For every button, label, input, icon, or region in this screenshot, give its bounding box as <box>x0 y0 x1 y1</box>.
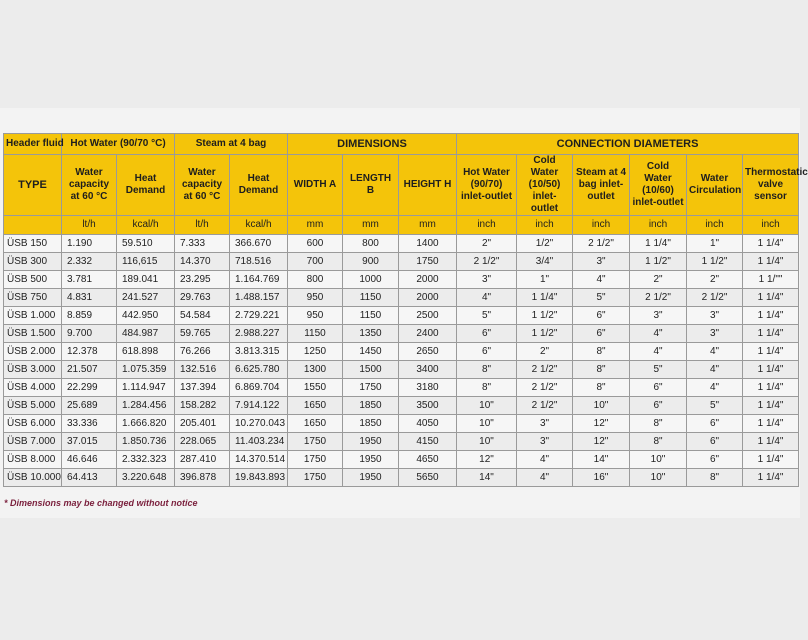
width-cell: 1750 <box>288 433 343 451</box>
conn-cold-water-2-cell: 6" <box>630 397 687 415</box>
conn-cold-water-cell: 1 1/2" <box>517 307 573 325</box>
steam-demand-cell: 6.625.780 <box>230 361 288 379</box>
width-cell: 1650 <box>288 397 343 415</box>
width-cell: 1250 <box>288 343 343 361</box>
hw-demand-cell: 116,615 <box>117 253 175 271</box>
steam-capacity-cell: 59.765 <box>175 325 230 343</box>
unit-cell: inch <box>687 216 743 235</box>
steam-demand-cell: 366.670 <box>230 235 288 253</box>
hw-demand-cell: 618.898 <box>117 343 175 361</box>
conn-circulation-cell: 2 1/2" <box>687 289 743 307</box>
hw-demand-cell: 1.075.359 <box>117 361 175 379</box>
conn-thermostat-cell: 1 1/4" <box>743 433 799 451</box>
hw-capacity-cell: 64.413 <box>62 469 117 487</box>
conn-hot-water-cell: 5" <box>457 307 517 325</box>
hw-capacity-cell: 3.781 <box>62 271 117 289</box>
conn-cold-water-2-cell: 8" <box>630 415 687 433</box>
conn-cold-water-cell: 4" <box>517 469 573 487</box>
conn-hot-water-cell: 10" <box>457 415 517 433</box>
steam-demand-cell: 10.270.043 <box>230 415 288 433</box>
conn-thermostat-cell: 1 1/4" <box>743 361 799 379</box>
unit-blank <box>4 216 62 235</box>
steam-demand-cell: 2.988.227 <box>230 325 288 343</box>
hw-capacity-cell: 46.646 <box>62 451 117 469</box>
connection-group-header: CONNECTION DIAMETERS <box>457 134 799 155</box>
conn-hot-water-cell: 6" <box>457 343 517 361</box>
conn-circulation-cell: 2" <box>687 271 743 289</box>
conn-steam-cell: 12" <box>573 415 630 433</box>
unit-cell: inch <box>457 216 517 235</box>
conn-thermostat-header: Thermostatic valve sensor <box>743 155 799 216</box>
conn-cold-water-cell: 1 1/4" <box>517 289 573 307</box>
hw-capacity-cell: 12.378 <box>62 343 117 361</box>
conn-cold-water-2-cell: 2" <box>630 271 687 289</box>
conn-thermostat-cell: 1 1/4" <box>743 415 799 433</box>
conn-circulation-cell: 8" <box>687 469 743 487</box>
conn-circulation-cell: 5" <box>687 397 743 415</box>
conn-hot-water-cell: 3" <box>457 271 517 289</box>
height-cell: 3180 <box>399 379 457 397</box>
table-row <box>4 271 799 289</box>
height-cell: 4050 <box>399 415 457 433</box>
type-cell: ÜSB 7.000 <box>4 433 62 451</box>
conn-steam-cell: 5" <box>573 289 630 307</box>
conn-hot-water-cell: 10" <box>457 433 517 451</box>
conn-circulation-cell: 3" <box>687 307 743 325</box>
conn-thermostat-cell: 1 1/4" <box>743 397 799 415</box>
steam-demand-cell: 718.516 <box>230 253 288 271</box>
conn-steam-cell: 8" <box>573 343 630 361</box>
height-cell: 5650 <box>399 469 457 487</box>
length-cell: 1150 <box>343 289 399 307</box>
height-cell: 2000 <box>399 271 457 289</box>
conn-circulation-cell: 4" <box>687 379 743 397</box>
hw-demand-cell: 1.666.820 <box>117 415 175 433</box>
table-row <box>4 451 799 469</box>
hw-demand-cell: 3.220.648 <box>117 469 175 487</box>
height-cell: 2400 <box>399 325 457 343</box>
table-body <box>4 235 799 487</box>
conn-steam-cell: 10" <box>573 397 630 415</box>
conn-cold-water-2-cell: 5" <box>630 361 687 379</box>
unit-cell: inch <box>630 216 687 235</box>
type-cell: ÜSB 6.000 <box>4 415 62 433</box>
dimensions-note: * Dimensions may be changed without notice <box>4 498 198 508</box>
hw-capacity-cell: 9.700 <box>62 325 117 343</box>
conn-thermostat-cell: 1 1/4" <box>743 307 799 325</box>
table-row <box>4 415 799 433</box>
unit-cell: lt/h <box>62 216 117 235</box>
conn-cold-water-cell: 2 1/2" <box>517 397 573 415</box>
steam-capacity-cell: 158.282 <box>175 397 230 415</box>
conn-cold-water-cell: 1/2" <box>517 235 573 253</box>
length-cell: 800 <box>343 235 399 253</box>
steam-demand-cell: 1.164.769 <box>230 271 288 289</box>
length-cell: 1750 <box>343 379 399 397</box>
hw-demand-cell: 189.041 <box>117 271 175 289</box>
conn-circulation-cell: 4" <box>687 343 743 361</box>
conn-steam-cell: 16" <box>573 469 630 487</box>
conn-hot-water-cell: 8" <box>457 379 517 397</box>
unit-cell: mm <box>343 216 399 235</box>
header-fluid-label: Header fluid <box>4 134 62 155</box>
hw-demand-cell: 1.850.736 <box>117 433 175 451</box>
steam-demand-cell: 14.370.514 <box>230 451 288 469</box>
type-cell: ÜSB 10.000 <box>4 469 62 487</box>
hw-demand-cell: 241.527 <box>117 289 175 307</box>
hw-demand-cell: 59.510 <box>117 235 175 253</box>
steam-capacity-cell: 7.333 <box>175 235 230 253</box>
steam-capacity-cell: 228.065 <box>175 433 230 451</box>
height-cell: 2500 <box>399 307 457 325</box>
conn-circulation-header: Water Circulation <box>687 155 743 216</box>
height-cell: 4150 <box>399 433 457 451</box>
width-header: WIDTH A <box>288 155 343 216</box>
type-cell: ÜSB 5.000 <box>4 397 62 415</box>
conn-cold-water-header: Cold Water (10/50) inlet-outlet <box>517 155 573 216</box>
type-cell: ÜSB 1.500 <box>4 325 62 343</box>
hw-demand-cell: 2.332.323 <box>117 451 175 469</box>
width-cell: 700 <box>288 253 343 271</box>
steam-group-header: Steam at 4 bag <box>175 134 288 155</box>
conn-steam-cell: 4" <box>573 271 630 289</box>
steam-demand-cell: 6.869.704 <box>230 379 288 397</box>
length-cell: 900 <box>343 253 399 271</box>
conn-thermostat-cell: 1 1/4" <box>743 451 799 469</box>
type-header: TYPE <box>4 155 62 216</box>
type-cell: ÜSB 150 <box>4 235 62 253</box>
conn-hot-water-cell: 4" <box>457 289 517 307</box>
table-row <box>4 397 799 415</box>
hw-capacity-cell: 8.859 <box>62 307 117 325</box>
hw-capacity-cell: 1.190 <box>62 235 117 253</box>
type-cell: ÜSB 2.000 <box>4 343 62 361</box>
conn-circulation-cell: 6" <box>687 415 743 433</box>
conn-thermostat-cell: 1 1/4" <box>743 325 799 343</box>
hw-capacity-cell: 33.336 <box>62 415 117 433</box>
conn-steam-cell: 12" <box>573 433 630 451</box>
table-row <box>4 433 799 451</box>
conn-steam-cell: 8" <box>573 379 630 397</box>
conn-cold-water-cell: 2 1/2" <box>517 361 573 379</box>
conn-cold-water-cell: 2" <box>517 343 573 361</box>
steam-capacity-cell: 287.410 <box>175 451 230 469</box>
conn-hot-water-cell: 2" <box>457 235 517 253</box>
unit-cell: inch <box>743 216 799 235</box>
width-cell: 600 <box>288 235 343 253</box>
conn-cold-water-2-cell: 2 1/2" <box>630 289 687 307</box>
height-cell: 3400 <box>399 361 457 379</box>
type-cell: ÜSB 3.000 <box>4 361 62 379</box>
hw-capacity-cell: 21.507 <box>62 361 117 379</box>
hw-demand-cell: 1.284.456 <box>117 397 175 415</box>
table-row <box>4 307 799 325</box>
conn-cold-water-cell: 3/4" <box>517 253 573 271</box>
hw-demand-cell: 1.114.947 <box>117 379 175 397</box>
conn-cold-water-2-cell: 8" <box>630 433 687 451</box>
steam-demand-cell: 11.403.234 <box>230 433 288 451</box>
conn-cold-water-2-cell: 3" <box>630 307 687 325</box>
steam-capacity-cell: 205.401 <box>175 415 230 433</box>
conn-thermostat-cell: 1 1/4" <box>743 289 799 307</box>
hw-demand-header: Heat Demand <box>117 155 175 216</box>
conn-circulation-cell: 1" <box>687 235 743 253</box>
conn-circulation-cell: 1 1/2" <box>687 253 743 271</box>
steam-demand-cell: 19.843.893 <box>230 469 288 487</box>
steam-demand-header: Heat Demand <box>230 155 288 216</box>
length-cell: 1950 <box>343 451 399 469</box>
conn-cold-water-2-cell: 6" <box>630 379 687 397</box>
unit-cell: lt/h <box>175 216 230 235</box>
unit-cell: mm <box>288 216 343 235</box>
unit-cell: inch <box>517 216 573 235</box>
conn-cold-water-2-cell: 1 1/2" <box>630 253 687 271</box>
conn-cold-water-cell: 3" <box>517 433 573 451</box>
steam-capacity-cell: 29.763 <box>175 289 230 307</box>
steam-capacity-cell: 396.878 <box>175 469 230 487</box>
hw-demand-cell: 442.950 <box>117 307 175 325</box>
width-cell: 950 <box>288 289 343 307</box>
conn-cold-water-2-cell: 4" <box>630 343 687 361</box>
conn-steam-cell: 2 1/2" <box>573 235 630 253</box>
steam-capacity-cell: 14.370 <box>175 253 230 271</box>
conn-steam-cell: 14" <box>573 451 630 469</box>
conn-hot-water-cell: 2 1/2" <box>457 253 517 271</box>
conn-hot-water-header: Hot Water (90/70) inlet-outlet <box>457 155 517 216</box>
conn-circulation-cell: 3" <box>687 325 743 343</box>
specification-table <box>3 133 808 487</box>
table-row <box>4 235 799 253</box>
steam-capacity-header: Water capacity at 60 °C <box>175 155 230 216</box>
height-cell: 4650 <box>399 451 457 469</box>
conn-cold-water-2-cell: 4" <box>630 325 687 343</box>
hw-capacity-cell: 4.831 <box>62 289 117 307</box>
conn-cold-water-cell: 2 1/2" <box>517 379 573 397</box>
width-cell: 1650 <box>288 415 343 433</box>
conn-circulation-cell: 4" <box>687 361 743 379</box>
hw-demand-cell: 484.987 <box>117 325 175 343</box>
table-row <box>4 253 799 271</box>
conn-thermostat-cell: 1 1/4" <box>743 343 799 361</box>
steam-demand-cell: 7.914.122 <box>230 397 288 415</box>
width-cell: 1750 <box>288 451 343 469</box>
conn-circulation-cell: 6" <box>687 433 743 451</box>
conn-cold-water-cell: 3" <box>517 415 573 433</box>
conn-hot-water-cell: 6" <box>457 325 517 343</box>
conn-cold-water-2-header: Cold Water (10/60) inlet-outlet <box>630 155 687 216</box>
steam-capacity-cell: 137.394 <box>175 379 230 397</box>
hw-capacity-cell: 25.689 <box>62 397 117 415</box>
conn-hot-water-cell: 14" <box>457 469 517 487</box>
conn-cold-water-2-cell: 1 1/4" <box>630 235 687 253</box>
conn-steam-header: Steam at 4 bag inlet-outlet <box>573 155 630 216</box>
table-row <box>4 343 799 361</box>
height-cell: 3500 <box>399 397 457 415</box>
conn-cold-water-cell: 1 1/2" <box>517 325 573 343</box>
steam-capacity-cell: 23.295 <box>175 271 230 289</box>
length-cell: 1350 <box>343 325 399 343</box>
height-cell: 1400 <box>399 235 457 253</box>
width-cell: 800 <box>288 271 343 289</box>
height-cell: 2650 <box>399 343 457 361</box>
length-cell: 1150 <box>343 307 399 325</box>
hw-capacity-cell: 22.299 <box>62 379 117 397</box>
hot-water-group-header: Hot Water (90/70 °C) <box>62 134 175 155</box>
steam-capacity-cell: 132.516 <box>175 361 230 379</box>
table-header <box>4 134 808 235</box>
conn-cold-water-cell: 4" <box>517 451 573 469</box>
conn-thermostat-cell: 1 1/4" <box>743 235 799 253</box>
type-cell: ÜSB 4.000 <box>4 379 62 397</box>
length-cell: 1850 <box>343 397 399 415</box>
conn-cold-water-2-cell: 10" <box>630 469 687 487</box>
length-header: LENGTH B <box>343 155 399 216</box>
width-cell: 1550 <box>288 379 343 397</box>
conn-steam-cell: 6" <box>573 307 630 325</box>
unit-cell: mm <box>399 216 457 235</box>
conn-thermostat-cell: 1 1/4" <box>743 379 799 397</box>
conn-cold-water-cell: 1" <box>517 271 573 289</box>
conn-steam-cell: 6" <box>573 325 630 343</box>
type-cell: ÜSB 750 <box>4 289 62 307</box>
height-cell: 1750 <box>399 253 457 271</box>
conn-circulation-cell: 6" <box>687 451 743 469</box>
hw-capacity-cell: 2.332 <box>62 253 117 271</box>
length-cell: 1850 <box>343 415 399 433</box>
type-cell: ÜSB 8.000 <box>4 451 62 469</box>
table-row <box>4 361 799 379</box>
width-cell: 1300 <box>288 361 343 379</box>
conn-cold-water-2-cell: 10" <box>630 451 687 469</box>
unit-cell: kcal/h <box>117 216 175 235</box>
conn-hot-water-cell: 12" <box>457 451 517 469</box>
steam-capacity-cell: 76.266 <box>175 343 230 361</box>
table-row <box>4 325 799 343</box>
type-cell: ÜSB 300 <box>4 253 62 271</box>
conn-steam-cell: 3" <box>573 253 630 271</box>
length-cell: 1950 <box>343 433 399 451</box>
type-cell: ÜSB 1.000 <box>4 307 62 325</box>
steam-capacity-cell: 54.584 <box>175 307 230 325</box>
conn-thermostat-cell: 1 1/4" <box>743 253 799 271</box>
unit-cell: kcal/h <box>230 216 288 235</box>
conn-hot-water-cell: 10" <box>457 397 517 415</box>
length-cell: 1500 <box>343 361 399 379</box>
height-header: HEIGHT H <box>399 155 457 216</box>
table-row <box>4 289 799 307</box>
length-cell: 1450 <box>343 343 399 361</box>
steam-demand-cell: 2.729.221 <box>230 307 288 325</box>
conn-hot-water-cell: 8" <box>457 361 517 379</box>
table-row <box>4 379 799 397</box>
steam-demand-cell: 1.488.157 <box>230 289 288 307</box>
conn-thermostat-cell: 1 1/4" <box>743 469 799 487</box>
unit-cell: inch <box>573 216 630 235</box>
dimensions-group-header: DIMENSIONS <box>288 134 457 155</box>
hw-capacity-cell: 37.015 <box>62 433 117 451</box>
length-cell: 1950 <box>343 469 399 487</box>
hw-capacity-header: Water capacity at 60 °C <box>62 155 117 216</box>
height-cell: 2000 <box>399 289 457 307</box>
conn-thermostat-cell: 1 1/"" <box>743 271 799 289</box>
width-cell: 1750 <box>288 469 343 487</box>
width-cell: 1150 <box>288 325 343 343</box>
steam-demand-cell: 3.813.315 <box>230 343 288 361</box>
table-row <box>4 469 799 487</box>
type-cell: ÜSB 500 <box>4 271 62 289</box>
width-cell: 950 <box>288 307 343 325</box>
conn-steam-cell: 8" <box>573 361 630 379</box>
length-cell: 1000 <box>343 271 399 289</box>
